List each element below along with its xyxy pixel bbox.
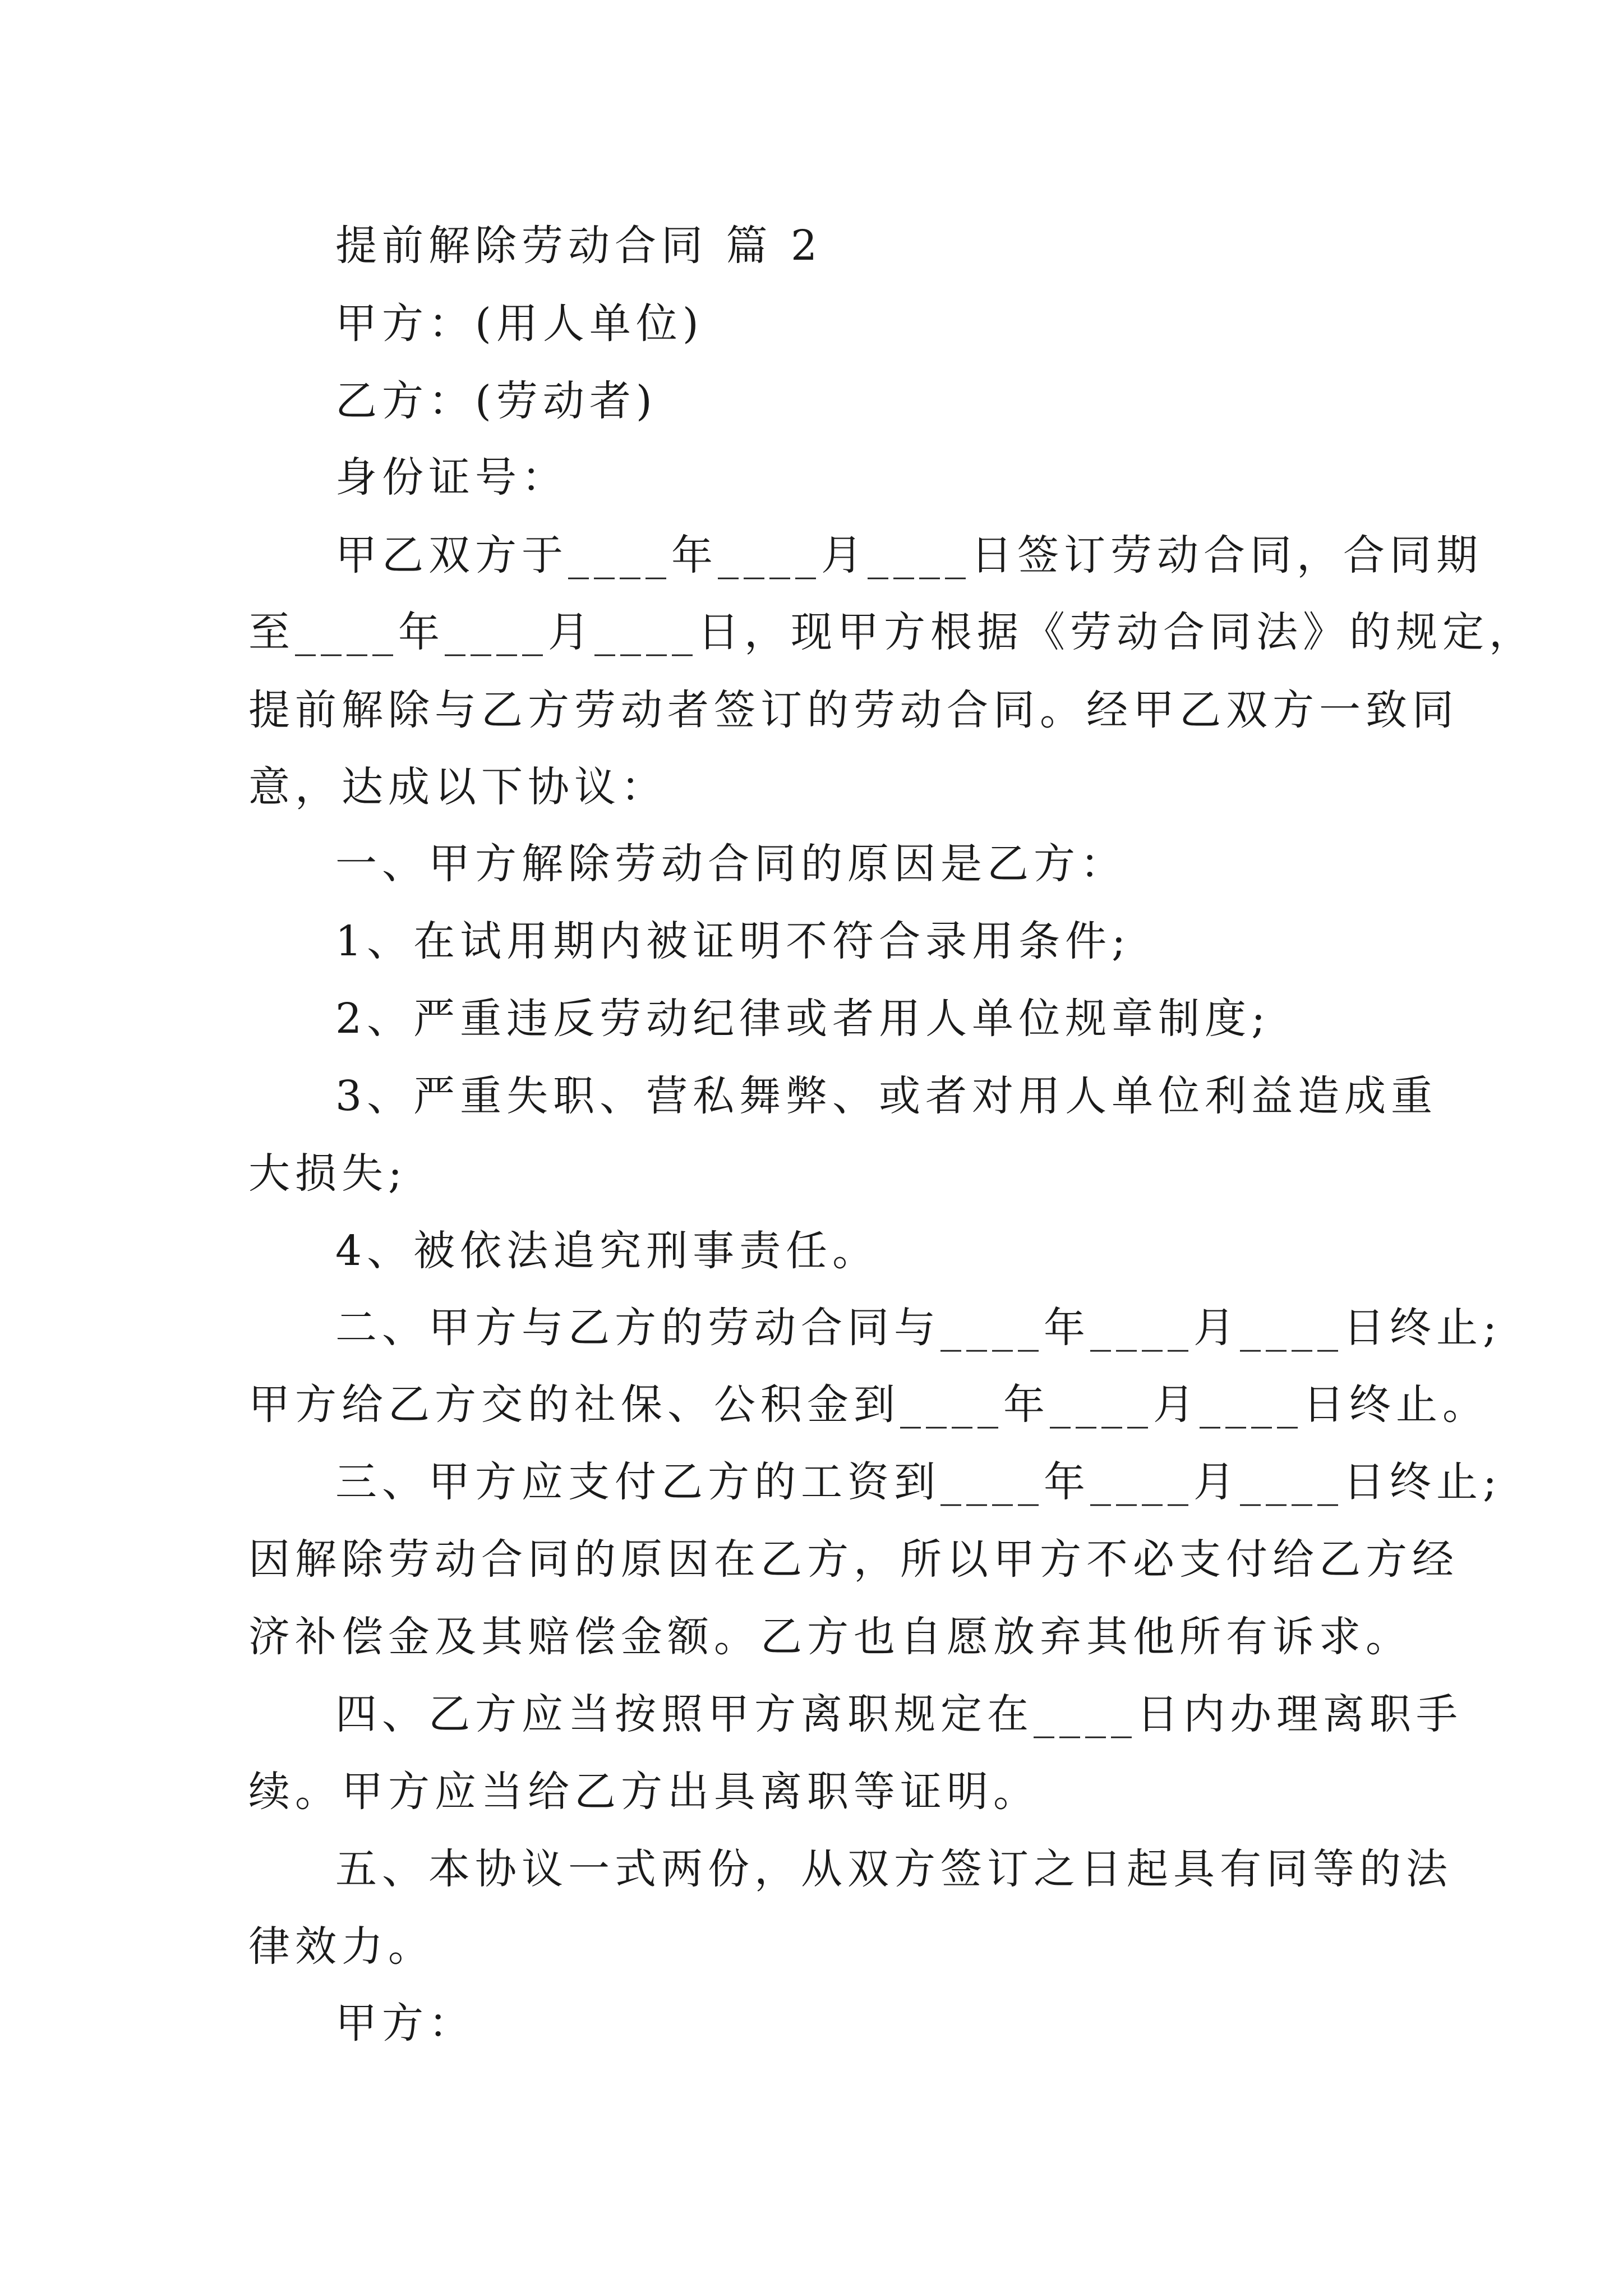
intro-line: 甲乙双方于____年____月____日签订劳动合同，合同期 — [335, 531, 1483, 579]
clause-3-line: 三、甲方应支付乙方的工资到____年____月____日终止; — [335, 1458, 1502, 1506]
reason-3-line: 大损失; — [248, 1149, 407, 1198]
document-title: 提前解除劳动合同 篇 2 — [335, 222, 823, 270]
clause-2-line: 甲方给乙方交的社保、公积金到____年____月____日终止。 — [248, 1381, 1489, 1429]
party-a-label: 甲方：(用人单位) — [335, 300, 704, 348]
signature-party-a: 甲方： — [335, 1999, 475, 2047]
clause-3-line: 济补偿金及其赔偿金额。乙方也自愿放弃其他所有诉求。 — [248, 1613, 1412, 1661]
clause-5-line: 五、本协议一式两份，从双方签订之日起具有同等的法 — [335, 1845, 1453, 1893]
reason-4: 4、被依法追究刑事责任。 — [335, 1227, 879, 1275]
intro-line: 至____年____月____日，现甲方根据《劳动合同法》的规定， — [248, 608, 1536, 656]
intro-line: 提前解除与乙方劳动者签订的劳动合同。经甲乙双方一致同 — [248, 686, 1459, 734]
clause-5-line: 律效力。 — [248, 1922, 435, 1971]
reason-2: 2、严重违反劳动纪律或者用人单位规章制度; — [335, 995, 1271, 1043]
reason-3-line: 3、严重失职、营私舞弊、或者对用人单位利益造成重 — [335, 1072, 1438, 1120]
clause-3-line: 因解除劳动合同的原因在乙方，所以甲方不必支付给乙方经 — [248, 1535, 1459, 1584]
reason-1: 1、在试用期内被证明不符合录用条件; — [335, 917, 1131, 965]
clause-2-line: 二、甲方与乙方的劳动合同与____年____月____日终止; — [335, 1304, 1502, 1352]
clause-1-heading: 一、甲方解除劳动合同的原因是乙方： — [335, 840, 1127, 888]
clause-4-line: 四、乙方应当按照甲方离职规定在____日内办理离职手 — [335, 1690, 1463, 1738]
intro-line: 意，达成以下协议： — [248, 763, 667, 811]
clause-4-line: 续。甲方应当给乙方出具离职等证明。 — [248, 1768, 1040, 1816]
id-number-label: 身份证号： — [335, 453, 568, 501]
party-b-label: 乙方：(劳动者) — [335, 377, 657, 425]
